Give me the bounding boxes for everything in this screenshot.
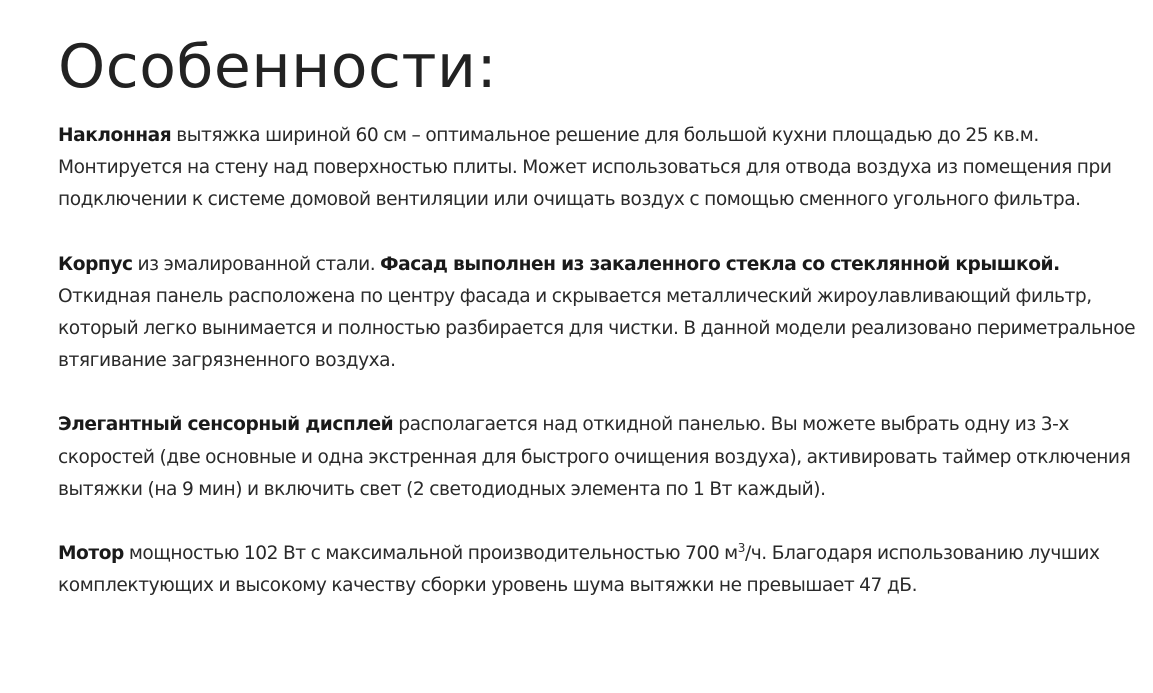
paragraph-text: мощностью 102 Вт с максимальной производительностью 700 м xyxy=(123,543,738,565)
bold-term: Наклонная xyxy=(58,125,172,146)
bold-term: Элегантный сенсорный дисплей xyxy=(58,414,394,436)
paragraph-text: располагается над откидной панелью. Вы можете выбрать одну из 3-х скоростей (две основные и одна экстренная для быстрого очищения воздуха), активировать таймер отключения вытяжки (на 9 мин) и включить свет (2 светодиодных элемента по 1 Вт каждый). xyxy=(58,414,1131,500)
paragraph-text: из эмалированной стали. xyxy=(132,253,381,275)
paragraph-text: вытяжка шириной 60 см – оптимальное решение для большой кухни площадью до 25 кв.м. Монтируется на стену над поверхностью плиты. Может использоваться для отвода воздуха из помещения при подключении к системе домовой вентиляции или очищать воздух с помощью сменного угольного фильтра. xyxy=(58,125,1112,211)
bold-term: Корпус xyxy=(58,253,133,275)
paragraph-display xyxy=(58,409,1148,506)
superscript: 3 xyxy=(737,540,745,555)
paragraph-body xyxy=(58,249,1148,378)
paragraph-text: /ч. Благодаря использованию лучших комплектующих и высокому качеству сборки уровень шума вытяжки не превышает 47 дБ. xyxy=(58,543,1100,597)
paragraph-text: Откидная панель расположена по центру фасада и скрывается металлический жироулавливающий фильтр, который легко вынимается и полностью разбирается для чистки. В данной модели реализовано периметральное втягивание загрязненного воздуха. xyxy=(58,285,1136,372)
page-title: Особенности: xyxy=(58,32,498,102)
paragraph-motor xyxy=(58,538,1148,602)
features-section xyxy=(58,22,1148,602)
bold-term: Фасад выполнен из закаленного стекла со стеклянной крышкой. xyxy=(380,253,1060,275)
bold-term: Мотор xyxy=(58,543,124,565)
paragraph-hood-type xyxy=(58,120,1148,217)
